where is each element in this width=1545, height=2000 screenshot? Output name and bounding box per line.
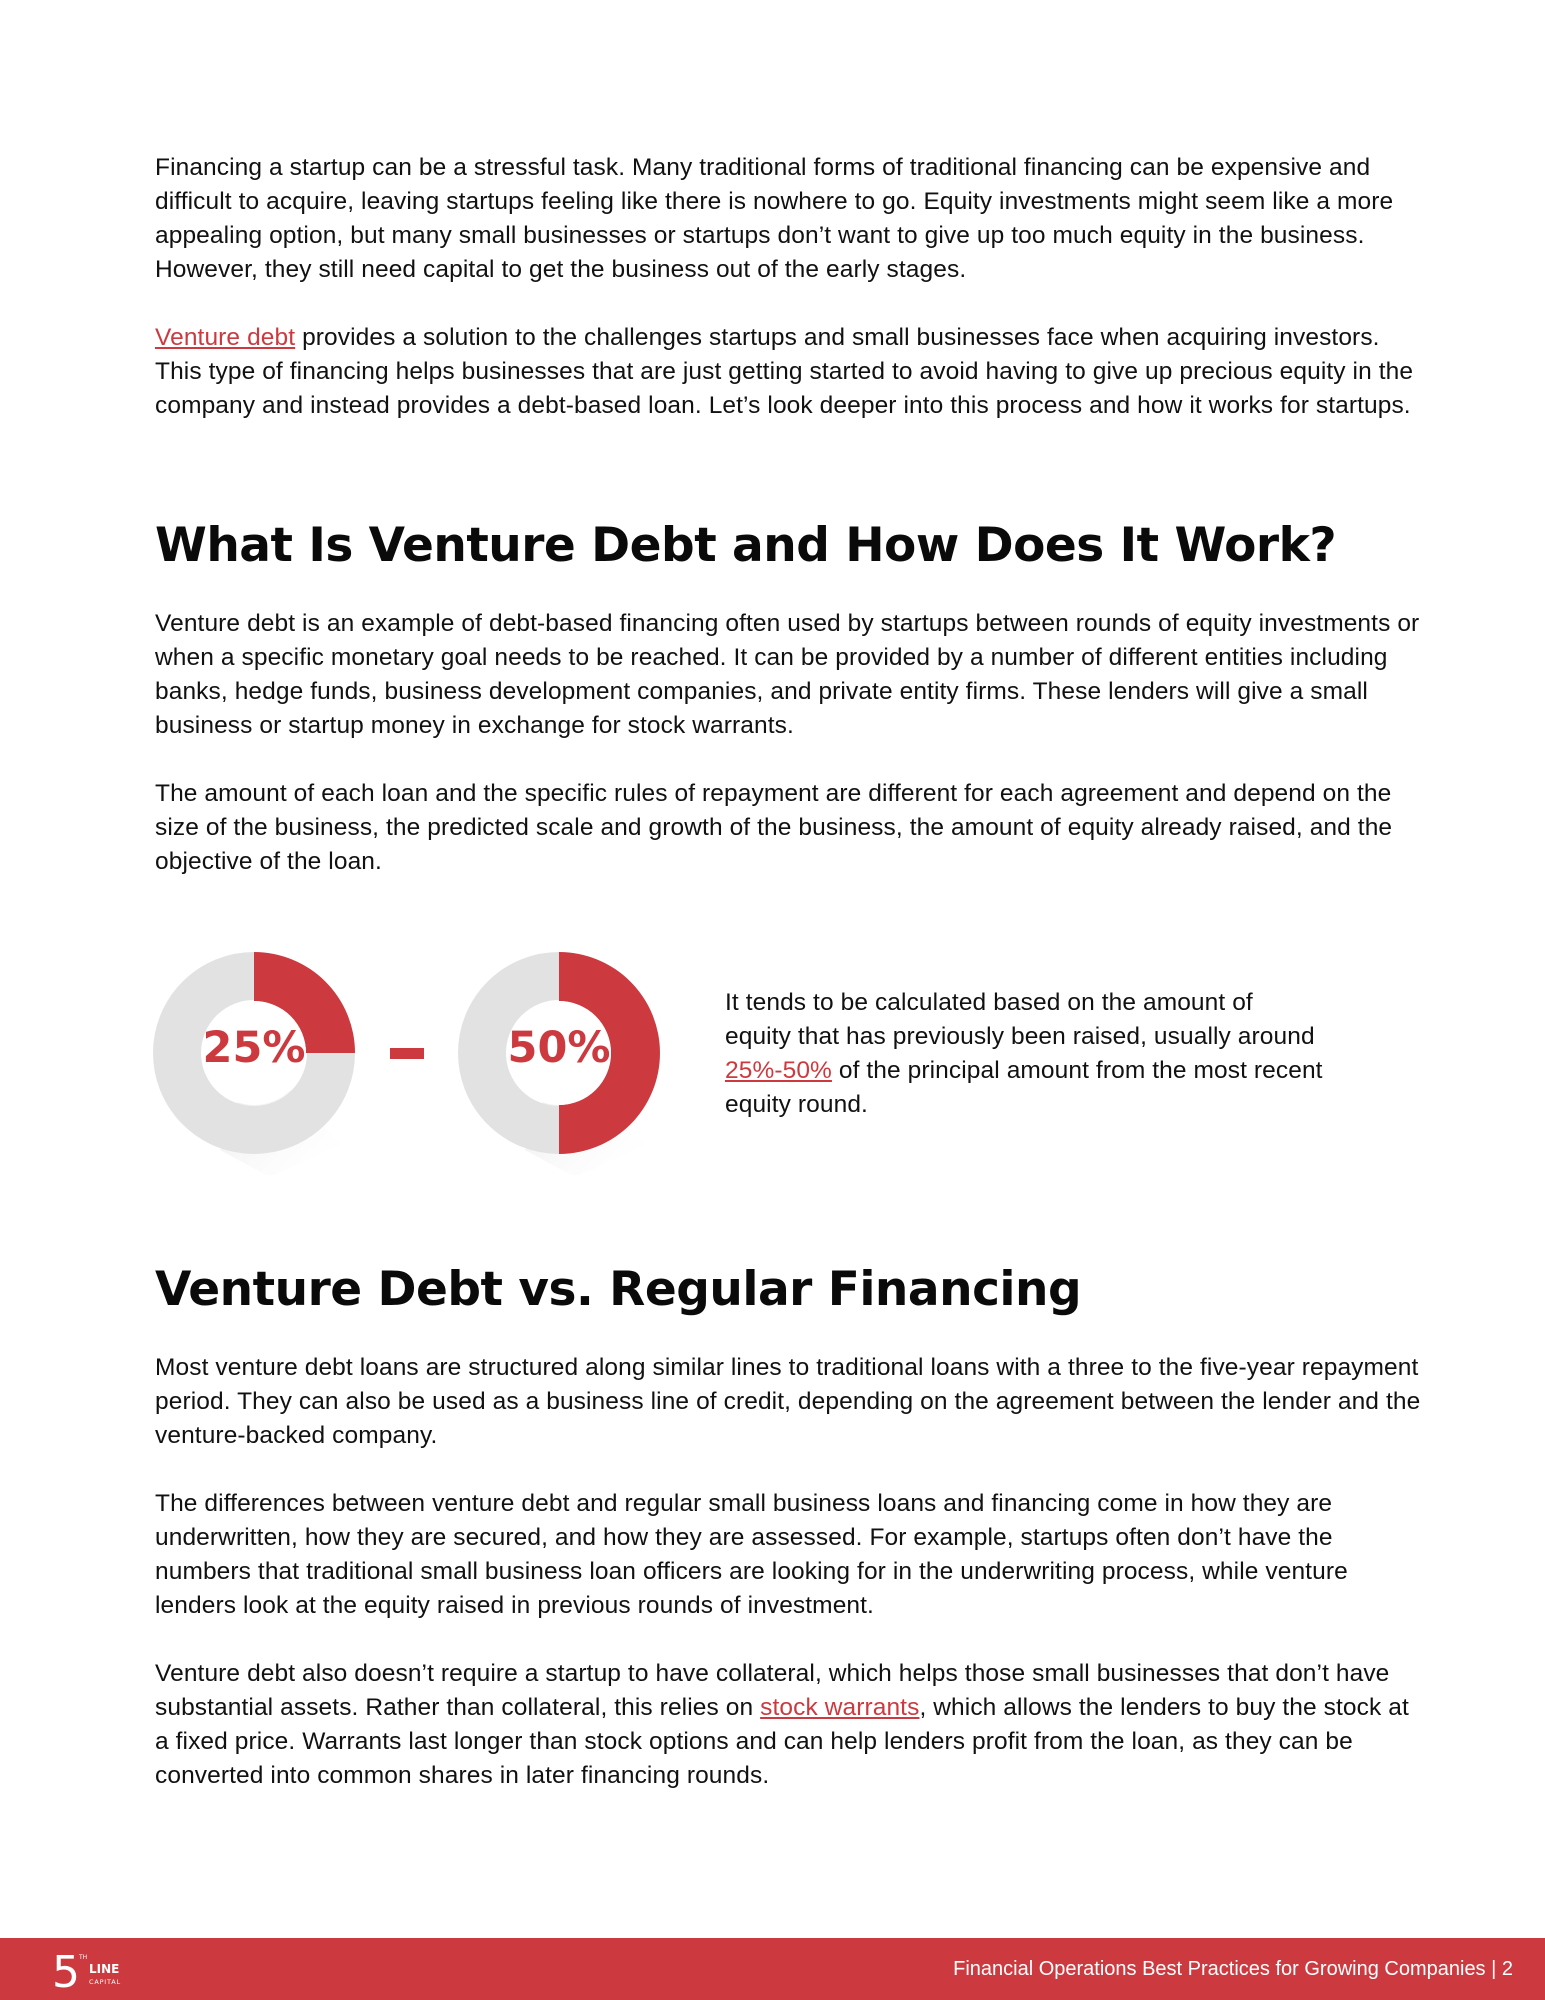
logo-capital-text: CAPITAL (89, 1978, 121, 1986)
section-heading-vs-regular: Venture Debt vs. Regular Financing (155, 1262, 1082, 1317)
venture-debt-link[interactable]: Venture debt (155, 324, 296, 351)
intro-paragraph-1: Financing a startup can be a stressful task. Many traditional forms of traditional financing can be expensive and difficult to acquire, leaving startups feeling like there is nowhere to go. Equity investments might seem like a more appealing option, but many small businesses or startups don’t want to give up too much equity in the business. However, they still need capital to get the business out of the early stages. (155, 154, 1394, 283)
callout-paragraph (725, 986, 1325, 1122)
percentage-donut-charts (150, 945, 670, 1175)
intro-paragraph-2-text: provides a solution to the challenges startups and small businesses face when acquiring investors. This type of financing helps businesses that are just getting started to avoid having to give up precious equity in the company and instead provides a debt-based loan. Let’s look deeper into this process and how it works for startups. (155, 324, 1414, 419)
section2-paragraph-1: Most venture debt loans are structured along similar lines to traditional loans with a three to the five-year repayment period. They can also be used as a business line of credit, depending on the agreement between the lender and the venture-backed company. (155, 1354, 1421, 1449)
footer-bar (0, 1938, 1545, 2000)
logo-superscript: TH (79, 1954, 88, 1961)
stock-warrants-link[interactable]: stock warrants (760, 1694, 920, 1721)
section1-paragraph-2: The amount of each loan and the specific rules of repayment are different for each agreement and depend on the size of the business, the predicted scale and growth of the business, the amount of equity already raised, and the objective of the loan. (155, 780, 1393, 875)
section2-p3-after: , which allows the lenders to buy the stock at a fixed price. Warrants last longer than stock options and can help lenders profit from the loan, as they can be converted into common shares in later financing rounds. (155, 1694, 1409, 1789)
section2-paragraph-2: The differences between venture debt and regular small business loans and financing come in how they are underwritten, how they are secured, and how they are assessed. For example, startups often don’t have the numbers that traditional small business loan officers are looking for in the underwriting process, while venture lenders look at the equity raised in previous rounds of investment. (155, 1490, 1348, 1619)
logo-line-text: LINE (89, 1962, 120, 1976)
callout-text-after: of the principal amount from the most recent equity round. (725, 1057, 1323, 1118)
donut-label-50: 50% (507, 1023, 611, 1073)
donut-label-25: 25% (202, 1023, 306, 1073)
company-logo (52, 1944, 142, 1994)
footer-title-page-number: Financial Operations Best Practices for Growing Companies | 2 (953, 1958, 1513, 1980)
logo-number: 5 (52, 1947, 80, 1994)
callout-text-before: It tends to be calculated based on the amount of equity that has previously been raised, usually around (725, 989, 1315, 1050)
intro-paragraph-2 (155, 321, 1425, 423)
percent-range-link[interactable]: 25%-50% (725, 1057, 832, 1084)
section-heading-venture-debt: What Is Venture Debt and How Does It Work? (155, 518, 1337, 573)
section1-paragraph-1: Venture debt is an example of debt-based financing often used by startups between rounds of equity investments or when a specific monetary goal needs to be reached. It can be provided by a number of different entities including banks, hedge funds, business development companies, and private entity firms. These lenders will give a small business or startup money in exchange for stock warrants. (155, 610, 1420, 739)
range-dash (390, 1048, 424, 1059)
section2-p3-before: Venture debt also doesn’t require a startup to have collateral, which helps those small businesses that don’t have substantial assets. Rather than collateral, this relies on (155, 1660, 1390, 1721)
section2-paragraph-3 (155, 1657, 1425, 1793)
